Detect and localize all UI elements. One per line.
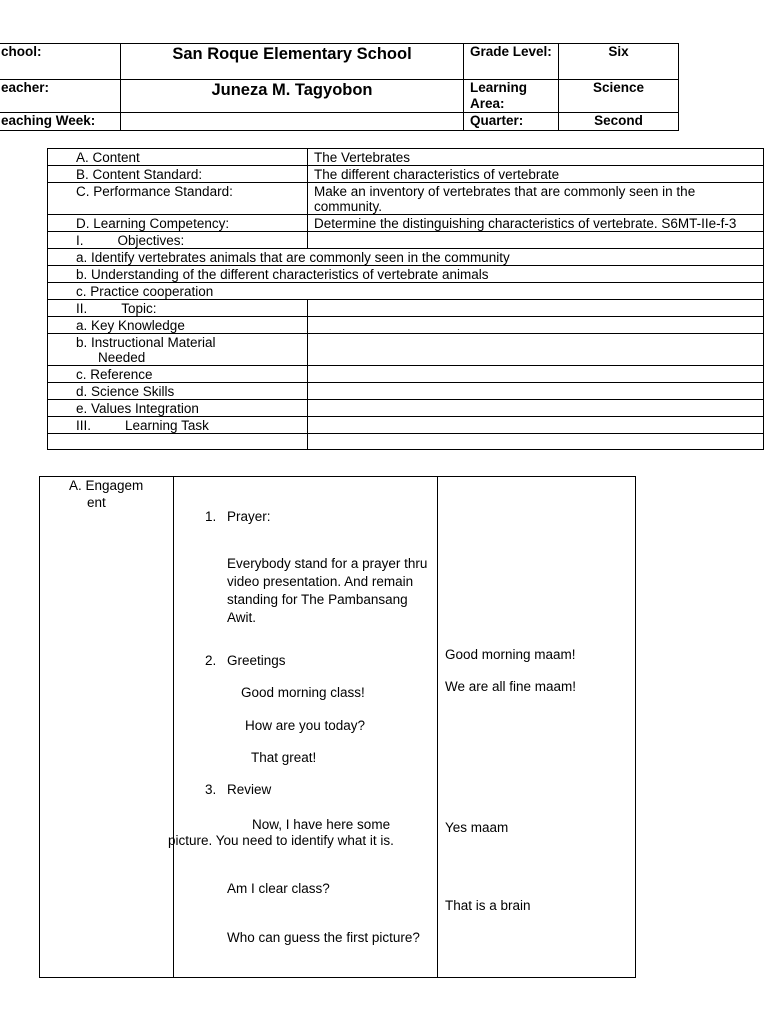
header-table: [0, 43, 679, 131]
table-row: [48, 215, 764, 232]
table-row: [48, 417, 764, 434]
learning-competency-value: Determine the distinguishing characteristics of vertebrate. S6MT-IIe-f-3: [308, 215, 764, 232]
grade-level-value: Six: [559, 44, 679, 80]
performance-standard-label: C. Performance Standard:: [48, 183, 308, 215]
teaching-week-value: [121, 113, 464, 131]
lesson-plan-table: [47, 148, 764, 450]
topic-number: II.: [76, 301, 88, 316]
response-3: Yes maam: [445, 820, 509, 835]
reference-label: c. Reference: [48, 366, 308, 383]
science-skills-label: d. Science Skills: [48, 383, 308, 400]
learning-task-number: III.: [76, 418, 92, 433]
table-row: [48, 300, 764, 317]
greeting-line-1: Good morning class!: [241, 685, 365, 700]
table-row: [48, 266, 764, 283]
greetings-heading: Greetings: [227, 653, 286, 668]
review-number: 3.: [205, 782, 217, 797]
learning-task-label: Learning Task: [125, 418, 209, 433]
greeting-line-3: That great!: [251, 750, 317, 765]
phase-label-line-1: A. Engagem: [69, 478, 144, 493]
table-row: [48, 183, 764, 215]
objectives-number: I.: [76, 233, 84, 248]
table-row: [48, 334, 764, 366]
objective-a: a. Identify vertebrates animals that are commonly seen in the community: [48, 249, 764, 266]
content-standard-label: B. Content Standard:: [48, 166, 308, 183]
content-standard-value: The different characteristics of vertebrate: [308, 166, 764, 183]
learning-competency-label: D. Learning Competency:: [48, 215, 308, 232]
school-name: San Roque Elementary School: [121, 44, 464, 80]
learning-area-label: Learning Area:: [464, 80, 559, 113]
school-label: chool:: [0, 44, 121, 80]
learning-task-table: [39, 476, 636, 978]
table-row: [48, 249, 764, 266]
teaching-week-label: eaching Week:: [0, 113, 121, 131]
pupil-activity-cell: [438, 477, 636, 978]
prayer-heading: Prayer:: [227, 509, 271, 524]
response-1: Good morning maam!: [445, 647, 576, 662]
grade-level-label: Grade Level:: [464, 44, 559, 80]
topic-heading: [48, 300, 308, 317]
greeting-line-2: How are you today?: [245, 718, 366, 733]
response-4: That is a brain: [445, 898, 531, 913]
content-value: The Vertebrates: [308, 149, 764, 166]
greetings-number: 2.: [205, 653, 217, 668]
values-integration-label: e. Values Integration: [48, 400, 308, 417]
objective-c: c. Practice cooperation: [48, 283, 764, 300]
response-2: We are all fine maam!: [445, 679, 577, 694]
table-row: [48, 400, 764, 417]
review-text: Now, I have here some picture. You need to identify what it is.: [168, 817, 394, 848]
prayer-number: 1.: [205, 509, 217, 524]
learning-area-value: Science: [559, 80, 679, 113]
table-row: [48, 434, 764, 450]
topic-label: Topic:: [121, 301, 157, 316]
phase-label-line-2: ent: [87, 495, 106, 510]
objectives-label: Objectives:: [117, 233, 185, 248]
key-knowledge-label: a. Key Knowledge: [48, 317, 308, 334]
quarter-label: Quarter:: [464, 113, 559, 131]
clear-question: Am I clear class?: [227, 881, 330, 896]
table-row: [48, 149, 764, 166]
objective-b: b. Understanding of the different characteristics of vertebrate animals: [48, 266, 764, 283]
learning-task-heading: [48, 417, 308, 434]
quarter-value: Second: [559, 113, 679, 131]
table-row: [48, 166, 764, 183]
table-row: [48, 232, 764, 249]
table-row: [48, 317, 764, 334]
instructional-material-label: b. Instructional Material Needed: [48, 334, 308, 366]
teacher-activity-cell: [168, 477, 438, 978]
objectives-heading: [48, 232, 308, 249]
teacher-name: Juneza M. Tagyobon: [121, 80, 464, 113]
content-label: A. Content: [48, 149, 308, 166]
table-row: [48, 366, 764, 383]
table-row: [48, 283, 764, 300]
review-heading: Review: [227, 782, 272, 797]
guess-question: Who can guess the first picture?: [227, 930, 420, 945]
prayer-text: Everybody stand for a prayer thru video presentation. And remain standing for The Pambansang Awit.: [227, 556, 428, 625]
teacher-label: eacher:: [0, 80, 121, 113]
performance-standard-value: Make an inventory of vertebrates that are commonly seen in the community.: [308, 183, 764, 215]
phase-cell: [40, 477, 174, 978]
table-row: [48, 383, 764, 400]
